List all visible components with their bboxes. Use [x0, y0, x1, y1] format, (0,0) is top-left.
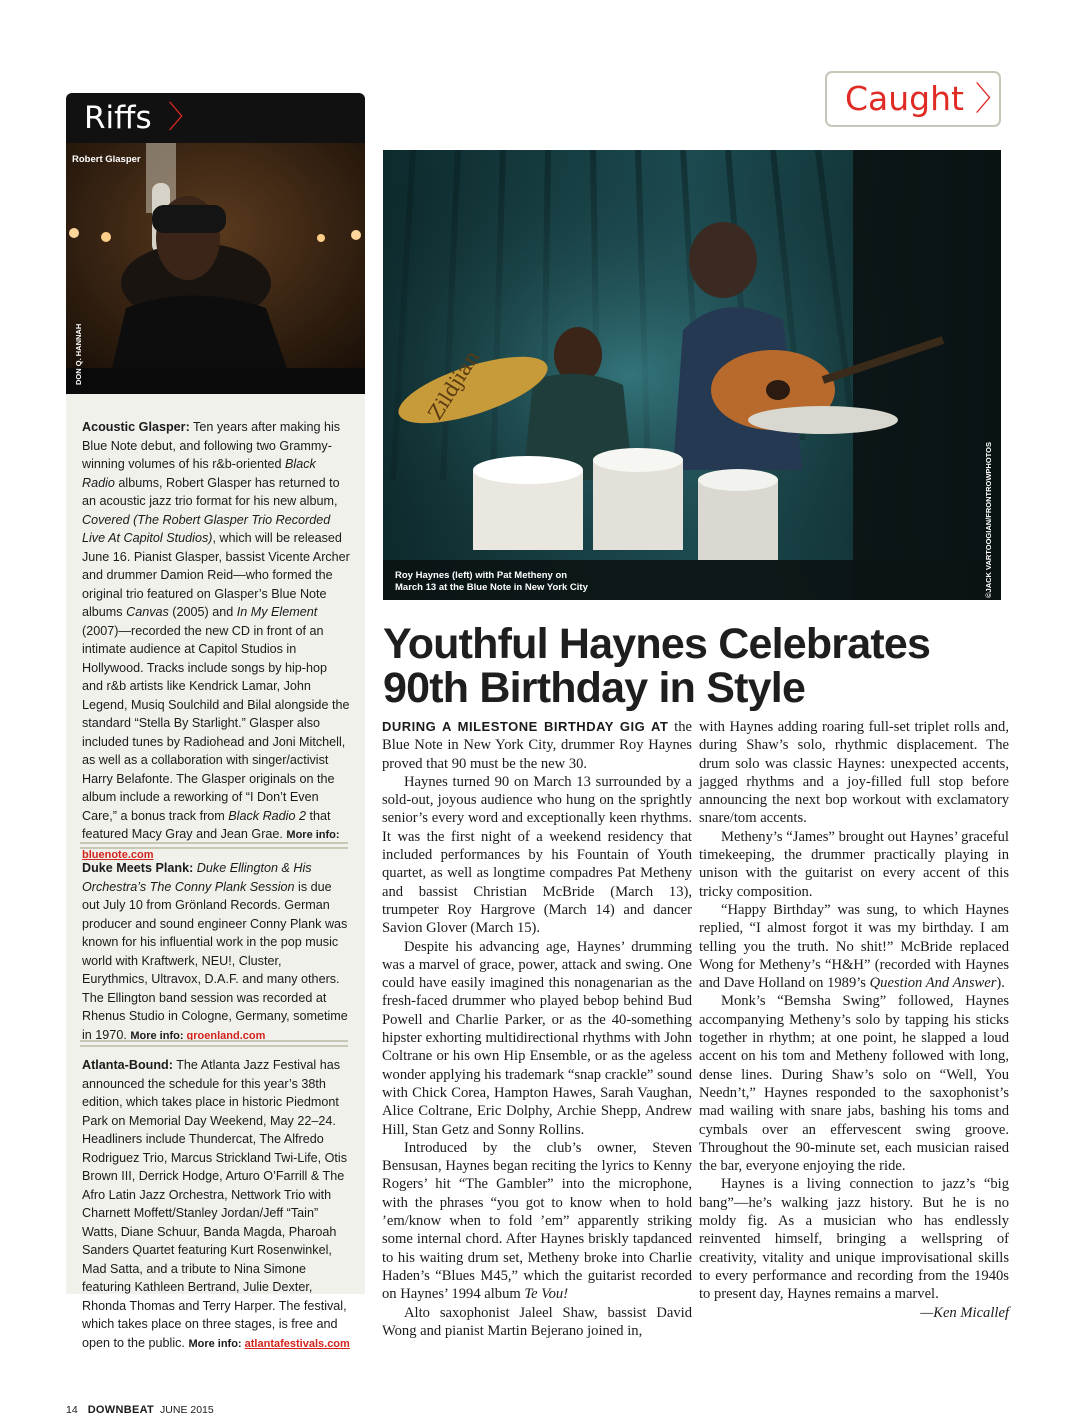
article-paragraph — [699, 1175, 1009, 1321]
article-paragraph — [382, 718, 692, 773]
riff-text: , which will be released June 16. Pianist Glasper, bassist Vicente Archer and drummer Damion Reid—who formed the original trio featured on Glasper’s Blue Note albums — [82, 531, 350, 619]
caught-section-tag — [825, 71, 1008, 127]
riff-item-duke-meets-plank — [82, 859, 350, 1045]
more-info-label: More info: — [286, 829, 340, 841]
italic-title: Duke Ellington & His Orchestra’s The Conny Plank Session — [82, 861, 312, 894]
photo-caption: Robert Glasper — [72, 154, 141, 165]
caption-line: March 13 at the Blue Note in New York City — [395, 581, 588, 593]
page-number: 14 — [66, 1404, 78, 1416]
paragraph-text: Haynes is a living connection to jazz’s “big bang”—he’s walking jazz history. But he is no moldy fig. As a musician who has endlessly reinvented himself, bringing a wellspring of creativity, vitality and unique improvisational skills to every performance and recording from the 1940s to present day, Haynes remains a marvel. — [699, 1176, 1009, 1303]
paragraph-text: “Happy Birthday” was sung, to which Haynes replied, “I almost forgot it was my birthday. I am telling you the truth. No shit!” McBride replaced Wong for Metheny’s “H&H” (recorded with Haynes and Dave Holland on 1989’s — [699, 901, 1009, 992]
glasper-photo-illustration — [66, 143, 365, 394]
more-info-label: More info: — [188, 1337, 245, 1350]
more-info-label: More info: — [130, 1029, 187, 1042]
italic-title: Covered (The Robert Glasper Trio Recorded Live At Capitol Studios) — [82, 512, 331, 545]
album-title: Question And Answer — [869, 975, 997, 992]
article-column-2 — [699, 718, 1009, 1322]
page-footer — [66, 1404, 214, 1416]
italic-title: Black Radio 2 — [228, 808, 306, 823]
chevron-right-icon: 〉 — [975, 79, 1008, 118]
paragraph-text: Introduced by the club’s owner, Steven Bensusan, Haynes began reciting the lyrics to Kenny Rogers’ hit “The Gambler” into the microphone, with the phrases “you got to know when to hold ’em/know when to fold ’em” apparently striking some internal chord. After Haynes briskly tapdanced to his waiting drum set, Metheny broke into Charlie Haden’s “Blues M45,” which the guitarist recorded on Haynes’ 1994 album — [382, 1139, 692, 1303]
chevron-right-icon: 〉 — [168, 100, 199, 136]
issue-date: JUNE 2015 — [160, 1404, 214, 1416]
article-paragraph — [699, 901, 1009, 992]
photo-credit: DON Q. HANNAH — [74, 323, 83, 385]
photo-credit: ©JACK VARTOOGIAN/FRONTROWPHOTOS — [984, 442, 993, 598]
divider — [80, 842, 348, 849]
more-info-link[interactable]: bluenote.com — [82, 848, 154, 861]
paragraph-text: the Blue Note in New York City, drummer Roy Haynes proved that 90 must be the new 30. — [382, 719, 692, 772]
headline — [383, 622, 1003, 710]
riff-item-atlanta-bound — [82, 1056, 350, 1353]
riff-text: (2005) and — [168, 605, 237, 619]
riff-text: albums, Robert Glasper has returned to an acoustic jazz trio format for his new album, — [82, 475, 340, 508]
riff-text: that featured Macy Gray and Jean Grae. — [82, 808, 331, 841]
riff-title: Acoustic Glasper: — [82, 420, 190, 434]
byline: —Ken Micallef — [920, 1304, 1009, 1321]
riff-item-acoustic-glasper — [82, 418, 350, 864]
article-paragraph: Metheny’s “James” brought out Haynes’ graceful timekeeping, the drummer practically playing in unison with the guitarist on every accent of this tricky composition. — [699, 828, 1009, 900]
glasper-photo — [66, 143, 365, 394]
more-info-link[interactable]: atlantafestivals.com — [244, 1337, 350, 1350]
italic-title: In My Element — [236, 605, 318, 619]
caught-title: Caught — [845, 79, 964, 118]
article-paragraph: Haynes turned 90 on March 13 surrounded by a sold-out, joyous audience who hung on the sprightly senior’s every word and exceptionally keen rhythms. It was the first night of a weekend residency that included performances by his Fountain of Youth quartet, as well as longtime compadres Pat Metheny and bassist Christian McBride (March 13), trumpeter Roy Hargrove (March 14) and dancer Savion Glover (March 15). — [382, 773, 692, 937]
divider — [80, 1040, 348, 1047]
riff-text: The Atlanta Jazz Festival has announced the schedule for this year’s 38th edition, which takes place in historic Piedmont Park on Memorial Day Weekend, May 22–24. Headliners include Thundercat, The Alfredo Rodriguez Trio, Marcus Strickland Twi-Life, Otis Brown III, Derrick Hodge, Arturo O’Farrill & The Afro Latin Jazz Orchestra, Nettwork Trio with Charnett Moffett/Stanley Jordan/Jeff “Tain” Watts, Diane Schuur, Banda Magda, Pharoah Sanders Quartet featuring Kurt Rosenwinkel, Mad Satta, and a tribute to Nina Simone featuring Kathleen Bertrand, Julie Dexter, Rhonda Thomas and Terry Harper. The festival, which takes place on three stages, is free and open to the public. — [82, 1058, 348, 1350]
article-paragraph: Alto saxophonist Jaleel Shaw, bassist David Wong and pianist Martin Bejerano joined in, — [382, 1304, 692, 1339]
riffs-title: Riffs — [84, 100, 152, 136]
riff-text: (2007)—recorded the new CD in front of an intimate audience at Capitol Studios in Hollywood. Tracks include songs by hip-hop and r&b artists like Kendrick Lamar, John Legend, Musiq Soulchild and Bilal alongside the standard “Stella By Starlight.” Glasper also included tunes by Radiohead and Joni Mitchell, as well as a collaboration with singer/activist Harry Belafonte. The Glasper originals on the album include a reworking of “I Don’t Even Care,” a bonus track from — [82, 623, 350, 823]
riff-title: Atlanta-Bound: — [82, 1058, 173, 1072]
italic-title: Black Radio — [82, 457, 316, 490]
lead-in: DURING A MILESTONE BIRTHDAY GIG AT — [382, 719, 669, 734]
article-paragraph: with Haynes adding roaring full-set triplet rolls and, during Shaw’s solo, rhythmic displacement. The drum solo was classic Haynes: unexpected accents, jagged rhythms and a joy-filled full stop before announcing the next bop workout with exclamatory snare/tom accents. — [699, 719, 1009, 827]
concert-photo — [383, 150, 1001, 600]
riff-text: Ten years after making his Blue Note debut, and following two Grammy-winning volumes of his r&b-oriented — [82, 420, 341, 471]
headline-line: 90th Birthday in Style — [383, 664, 806, 712]
riff-title: Duke Meets Plank: — [82, 861, 194, 875]
photo-caption — [395, 570, 588, 593]
italic-title: Canvas — [126, 605, 169, 619]
concert-photo-illustration — [383, 150, 1001, 600]
headline-line: Youthful Haynes Celebrates — [383, 620, 931, 668]
riff-text: is due out July 10 from Grönland Records. German producer and sound engineer Conny Plank was known for his influential work in the pop music world with Kraftwerk, NEU!, Cluster, Eurythmics, Ultravox, D.A.F. and many others. The Ellington band session was recorded at Rhenus Studio in Cologne, Germany, sometime in 1970. — [82, 879, 348, 1042]
article-paragraph — [382, 1139, 692, 1304]
cymbal-brand: Zildjian — [423, 345, 485, 424]
riffs-section-header — [66, 93, 365, 143]
paragraph-text: ). — [996, 975, 1005, 992]
magazine-name: DOWNBEAT — [87, 1404, 155, 1416]
article-paragraph: Monk’s “Bemsha Swing” followed, Haynes accompanying Metheny’s solo by tapping his sticks together in rhythm; at one point, he slapped a loud accent on his tom and Metheny followed with long, dense lines. During Shaw’s solo on “Well, You Needn’t,” Haynes responded to the saxophonist’s mad wailing with snare jabs, bashing his toms and cymbals over an effervescent swing groove. Throughout the 90-minute set, each musician raised the bar, everyone enjoying the ride. — [699, 993, 1009, 1175]
more-info-link[interactable]: groenland.com — [186, 1029, 266, 1042]
caption-line: Roy Haynes (left) with Pat Metheny on — [395, 570, 568, 581]
album-title: Te Vou! — [524, 1286, 569, 1303]
article-column-1 — [382, 718, 692, 1340]
article-paragraph: Despite his advancing age, Haynes’ drumming was a marvel of grace, power, attack and swing. One could have easily imagined this nonagenarian as the fresh-faced drummer who played bebop behind Bud Powell and Charlie Parker, or as the 40-something hipster exhorting multidirectional rhythms with John Coltrane or his own Hip Ensemble, or as the ageless wonder applying his trademark “snap crackle” sound with Chick Corea, Hampton Hawes, Sarah Vaughan, Alice Coltrane, Eric Dolphy, Archie Shepp, Andrew Hill, Stan Getz and Sonny Rollins. — [382, 938, 692, 1138]
